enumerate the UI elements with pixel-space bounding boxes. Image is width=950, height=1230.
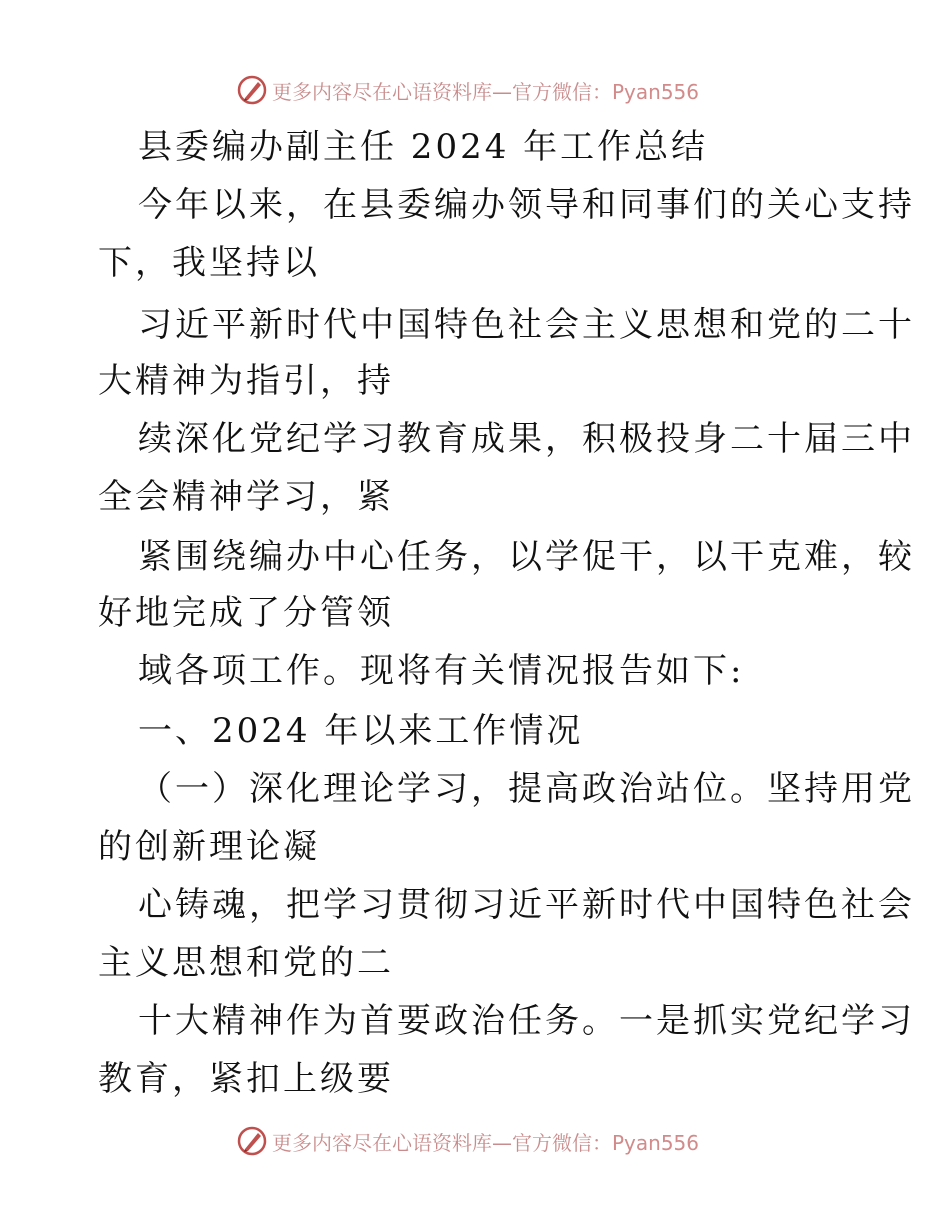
paragraph-line: 教育，紧扣上级要 [98,1059,394,1099]
watermark-footer [236,1124,699,1158]
watermark-label [272,1127,699,1156]
watermark-header [236,73,699,107]
watermark-wechat-id: Pyan556 [612,1130,700,1155]
paragraph-line: 好地完成了分管领 [98,593,394,633]
paragraph-line: 域各项工作。现将有关情况报告如下: [138,651,745,691]
watermark-wechat-id: Pyan556 [612,79,700,104]
paragraph-line: 紧围绕编办中心任务，以学促干，以干克难，较 [138,537,915,577]
pen-circle-logo-icon [236,1125,268,1157]
paragraph-line: 十大精神作为首要政治任务。一是抓实党纪学习 [138,1001,915,1041]
pen-circle-logo-icon [236,74,268,106]
watermark-text: 更多内容尽在心语资料库—官方微信： [272,79,612,104]
paragraph-line: （一）深化理论学习，提高政治站位。坚持用党 [138,769,915,809]
watermark-label [272,76,699,105]
watermark-text: 更多内容尽在心语资料库—官方微信： [272,1130,612,1155]
paragraph-line: 续深化党纪学习教育成果，积极投身二十届三中 [138,419,915,459]
paragraph-line: 主义思想和党的二 [98,943,394,983]
paragraph-line: 习近平新时代中国特色社会主义思想和党的二十 [138,305,915,345]
paragraph-line: 大精神为指引，持 [98,361,394,401]
paragraph-line: 今年以来，在县委编办领导和同事们的关心支持 [138,185,915,225]
paragraph-line: 全会精神学习，紧 [98,477,394,517]
paragraph-line: 心铸魂，把学习贯彻习近平新时代中国特色社会 [138,885,915,925]
paragraph-line: 下，我坚持以 [98,243,320,283]
paragraph-line: 的创新理论凝 [98,827,320,867]
section-heading: 一、2024 年以来工作情况 [138,711,584,751]
document-title: 县委编办副主任 2024 年工作总结 [138,127,709,167]
